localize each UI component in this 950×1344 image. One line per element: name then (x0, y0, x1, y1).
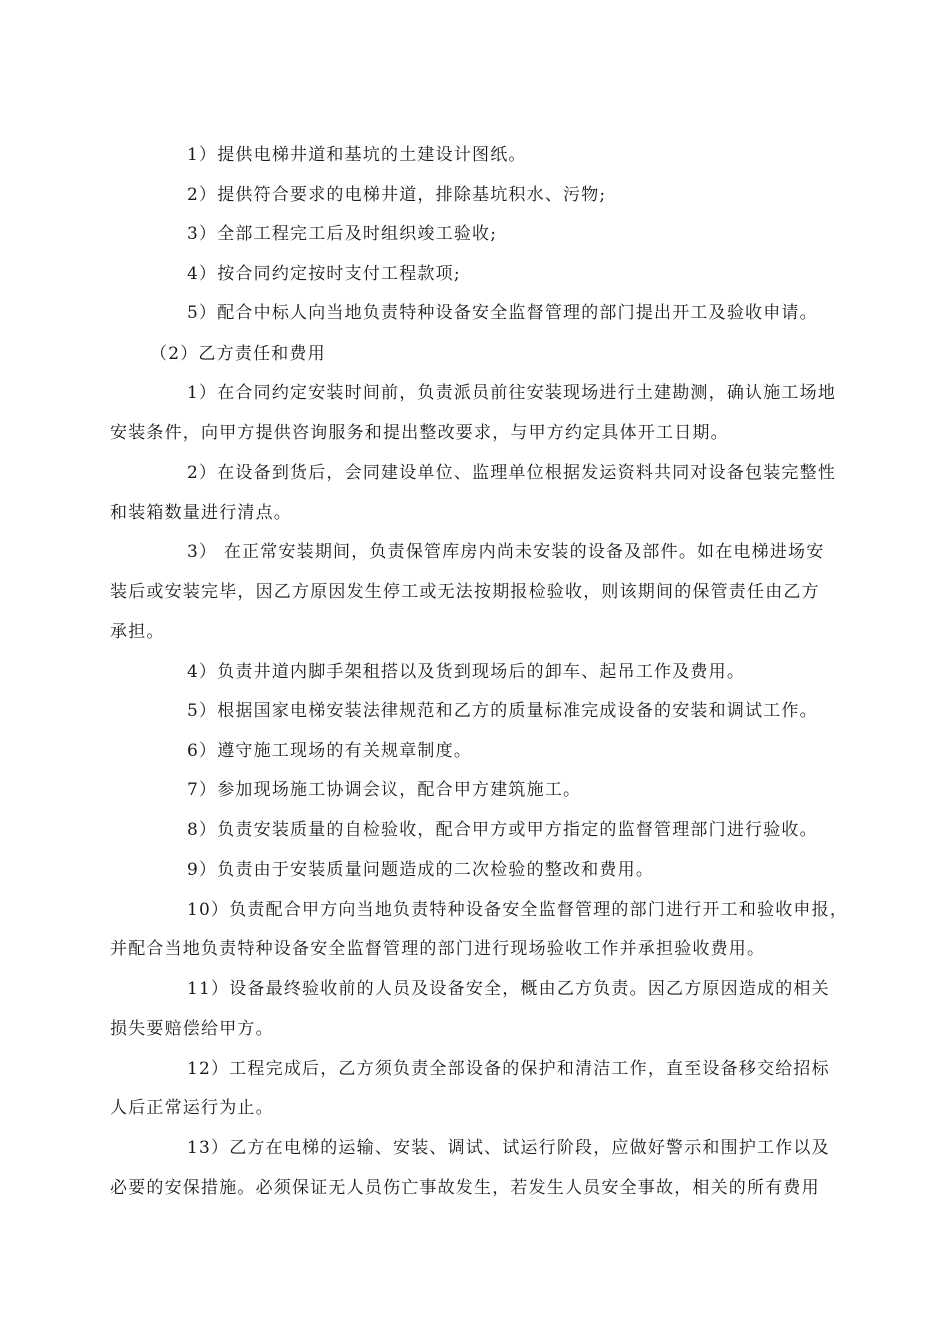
party-b-item-1-line-1: 1）在合同约定安装时间前，负责派员前往安装现场进行土建勘测，确认施工场地 (187, 383, 837, 403)
party-b-item-9: 9）负责由于安装质量问题造成的二次检验的整改和费用。 (187, 860, 655, 880)
party-b-item-3-line-3: 承担。 (110, 622, 165, 642)
party-a-item-3: 3）全部工程完工后及时组织竣工验收; (187, 224, 498, 244)
party-b-item-5: 5）根据国家电梯安装法律规范和乙方的质量标准完成设备的安装和调试工作。 (187, 701, 818, 721)
party-b-item-7: 7）参加现场施工协调会议，配合甲方建筑施工。 (187, 780, 582, 800)
party-b-item-11-line-2: 损失要赔偿给甲方。 (110, 1019, 274, 1039)
party-b-item-10-line-2: 并配合当地负责特种设备安全监督管理的部门进行现场验收工作并承担验收费用。 (110, 939, 766, 959)
party-b-item-13-line-1: 13）乙方在电梯的运输、安装、调试、试运行阶段，应做好警示和围护工作以及 (187, 1138, 830, 1158)
party-b-item-4: 4）负责井道内脚手架租搭以及货到现场后的卸车、起吊工作及费用。 (187, 662, 746, 682)
party-a-item-5: 5）配合中标人向当地负责特种设备安全监督管理的部门提出开工及验收申请。 (187, 303, 818, 323)
party-b-item-12-line-1: 12）工程完成后，乙方须负责全部设备的保护和清洁工作，直至设备移交给招标 (187, 1059, 830, 1079)
party-b-item-1-line-2: 安装条件，向甲方提供咨询服务和提出整改要求，与甲方约定具体开工日期。 (110, 423, 729, 443)
party-b-item-6: 6）遵守施工现场的有关规章制度。 (187, 741, 473, 761)
party-b-item-13-line-2: 必要的安保措施。必须保证无人员伤亡事故发生，若发生人员安全事故，相关的所有费用 (110, 1178, 820, 1198)
party-a-item-2: 2）提供符合要求的电梯井道，排除基坑积水、污物; (187, 185, 607, 205)
party-b-item-10-line-1: 10）负责配合甲方向当地负责特种设备安全监督管理的部门进行开工和验收申报， (187, 900, 849, 920)
party-a-item-4: 4）按合同约定按时支付工程款项; (187, 264, 461, 284)
party-b-item-8: 8）负责安装质量的自检验收，配合甲方或甲方指定的监督管理部门进行验收。 (187, 820, 818, 840)
party-b-item-12-line-2: 人后正常运行为止。 (110, 1098, 274, 1118)
party-b-item-11-line-1: 11）设备最终验收前的人员及设备安全，概由乙方负责。因乙方原因造成的相关 (187, 979, 830, 999)
party-b-item-3-line-2: 装后或安装完毕，因乙方原因发生停工或无法按期报检验收，则该期间的保管责任由乙方 (110, 582, 820, 602)
party-b-item-2-line-1: 2）在设备到货后，会同建设单位、监理单位根据发运资料共同对设备包装完整性 (187, 463, 837, 483)
party-a-item-1: 1）提供电梯井道和基坑的土建设计图纸。 (187, 145, 527, 165)
section-heading: （2）乙方责任和费用 (150, 344, 326, 364)
party-b-item-2-line-2: 和装箱数量进行清点。 (110, 503, 292, 523)
party-b-item-3-line-1: 3） 在正常安装期间，负责保管库房内尚未安装的设备及部件。如在电梯进场安 (187, 542, 825, 562)
